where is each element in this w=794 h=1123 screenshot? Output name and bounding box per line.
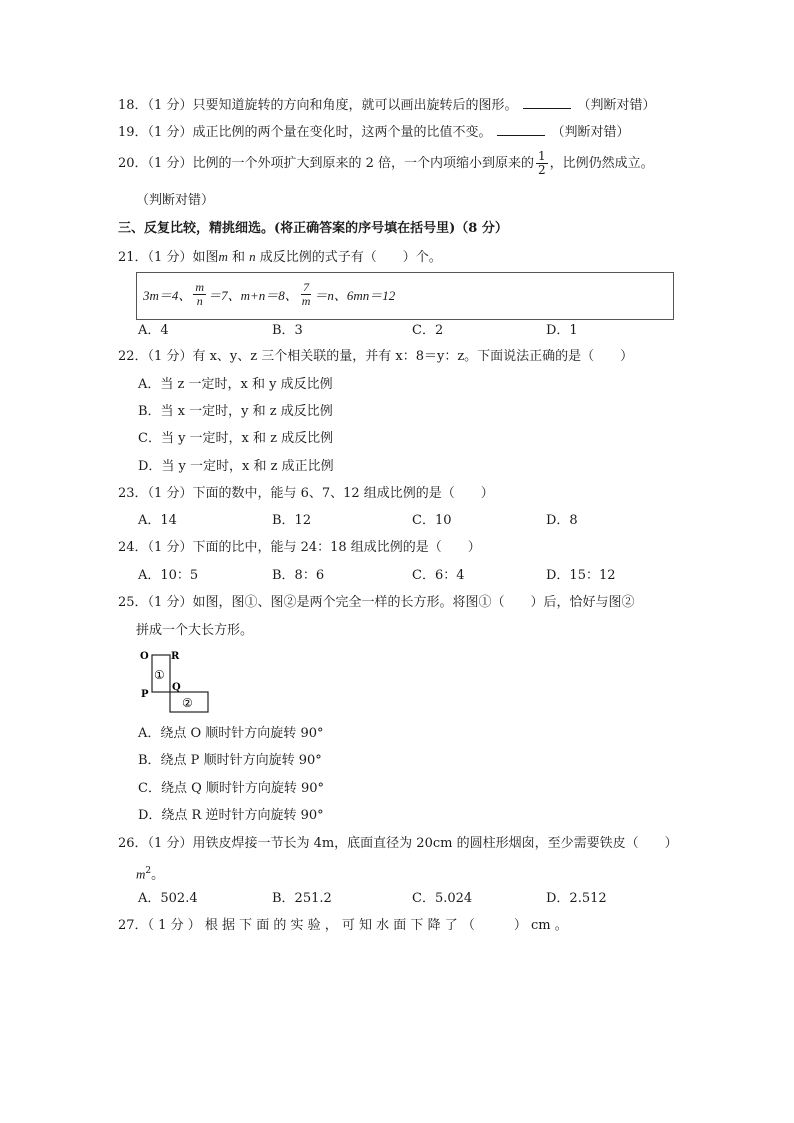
- section-heading: 三、反复比较，精挑细选。(将正确答案的序号填在括号里)（8 分）: [118, 221, 508, 236]
- unit-m: m: [136, 866, 146, 882]
- option-b[interactable]: B．绕点 P 顺时针方向旋转 90°: [138, 753, 322, 768]
- option-a[interactable]: A．10：5: [138, 568, 199, 583]
- question-19: [118, 123, 629, 142]
- question-27-stem: 27．（ 1 分 ） 根 据 下 面 的 实 验 ， 可 知 水 面 下 降 了 （ ） cm 。: [118, 918, 568, 933]
- fraction-numerator: 1: [537, 149, 546, 163]
- option-d[interactable]: D．绕点 R 逆时针方向旋转 90°: [138, 808, 324, 823]
- expr-3: ＝n、6mn＝12: [314, 288, 396, 303]
- question-25-stem-a: 25．（1 分）如图，图①、图②是两个完全一样的长方形。将图①（ ）后，恰好与图②: [118, 595, 635, 610]
- answer-blank[interactable]: [523, 96, 571, 109]
- option-a[interactable]: A．14: [138, 513, 177, 528]
- option-d[interactable]: D．当 y 一定时，x 和 z 成正比例: [138, 459, 334, 474]
- point-p-label: P: [141, 689, 149, 700]
- option-d[interactable]: D．2.512: [546, 891, 607, 906]
- question-21-stem-b: 成反比例的式子有（ ）个。: [259, 250, 442, 265]
- point-r-label: R: [171, 651, 180, 662]
- fraction-numerator: m: [195, 280, 205, 294]
- question-26-stem-a: 26．（1 分）用铁皮焊接一节长为 4m，底面直径为 20cm 的圆柱形烟囱，至少需要铁皮（ ）: [118, 836, 678, 851]
- question-20-text-a: 20．（1 分）比例的一个外项扩大到原来的 2 倍，一个内项缩小到原来的: [118, 155, 534, 171]
- option-c[interactable]: C．10: [412, 513, 452, 528]
- expression-box: [136, 272, 674, 320]
- rectangle-2-label: ②: [182, 696, 193, 710]
- option-a[interactable]: A．502.4: [138, 891, 198, 906]
- question-18: [118, 96, 655, 115]
- question-21-stem-a: 21．（1 分）如图: [118, 250, 219, 265]
- option-c[interactable]: C．5.024: [412, 891, 473, 906]
- option-b[interactable]: B．8：6: [272, 568, 325, 583]
- expr-1: 3m＝4、: [143, 288, 192, 303]
- option-c[interactable]: C．2: [412, 323, 444, 338]
- option-d[interactable]: D．15：12: [546, 568, 616, 583]
- question-21-and: 和: [231, 250, 245, 265]
- unit-end: 。: [151, 867, 165, 883]
- option-a[interactable]: A．绕点 O 顺时针方向旋转 90°: [138, 726, 324, 741]
- fraction-one-half: [536, 150, 548, 177]
- option-d[interactable]: D．1: [546, 323, 578, 338]
- fraction-denominator: n: [196, 294, 203, 308]
- question-18-tail: （判断对错）: [577, 98, 656, 113]
- option-b[interactable]: B．3: [272, 323, 303, 338]
- point-o-label: O: [140, 651, 149, 662]
- option-c[interactable]: C．当 y 一定时，x 和 z 成反比例: [138, 431, 334, 446]
- rectangle-1-label: ①: [154, 668, 165, 682]
- question-20-tail: （判断对错）: [136, 193, 215, 208]
- fraction-m-over-n: [193, 281, 206, 308]
- question-24-stem: 24．（1 分）下面的比中，能与 24：18 组成比例的是（ ）: [118, 540, 481, 555]
- question-25-stem-b: 拼成一个大长方形。: [136, 623, 254, 638]
- option-a[interactable]: A．4: [138, 323, 169, 338]
- unit-exponent: 2: [145, 866, 152, 876]
- question-20-text-b: ，比例仍然成立。: [549, 155, 654, 171]
- fraction-denominator: m: [301, 294, 311, 308]
- option-b[interactable]: B．当 x 一定时，y 和 z 成反比例: [138, 404, 333, 419]
- rectangle-rotation-figure: [138, 646, 218, 718]
- var-m: m: [218, 249, 228, 264]
- fraction-7-over-m: [300, 281, 313, 308]
- answer-blank[interactable]: [497, 123, 545, 136]
- question-19-tail: （判断对错）: [551, 125, 630, 140]
- question-22-stem: 22．（1 分）有 x、y、z 三个相关联的量，并有 x：8＝y：z。下面说法正确的是（ ）: [118, 349, 634, 364]
- question-23-stem: 23．（1 分）下面的数中，能与 6、7、12 组成比例的是（ ）: [118, 486, 494, 501]
- var-n: n: [249, 249, 256, 264]
- question-20: [118, 150, 654, 177]
- option-a[interactable]: A．当 z 一定时，x 和 y 成反比例: [138, 377, 333, 392]
- option-d[interactable]: D．8: [546, 513, 578, 528]
- expr-2: ＝7、m+n＝8、: [208, 288, 298, 303]
- question-18-text: 18．（1 分）只要知道旋转的方向和角度，就可以画出旋转后的图形。: [118, 98, 518, 113]
- option-c[interactable]: C．6：4: [412, 568, 465, 583]
- question-26-unit: [136, 862, 164, 884]
- option-c[interactable]: C．绕点 Q 顺时针方向旋转 90°: [138, 781, 325, 796]
- option-b[interactable]: B．12: [272, 513, 312, 528]
- fraction-denominator: 2: [537, 163, 546, 177]
- question-21: [118, 248, 442, 267]
- question-19-text: 19．（1 分）成正比例的两个量在变化时，这两个量的比值不变。: [118, 125, 492, 140]
- option-b[interactable]: B．251.2: [272, 891, 332, 906]
- fraction-numerator: 7: [303, 280, 310, 294]
- point-q-label: Q: [172, 682, 181, 693]
